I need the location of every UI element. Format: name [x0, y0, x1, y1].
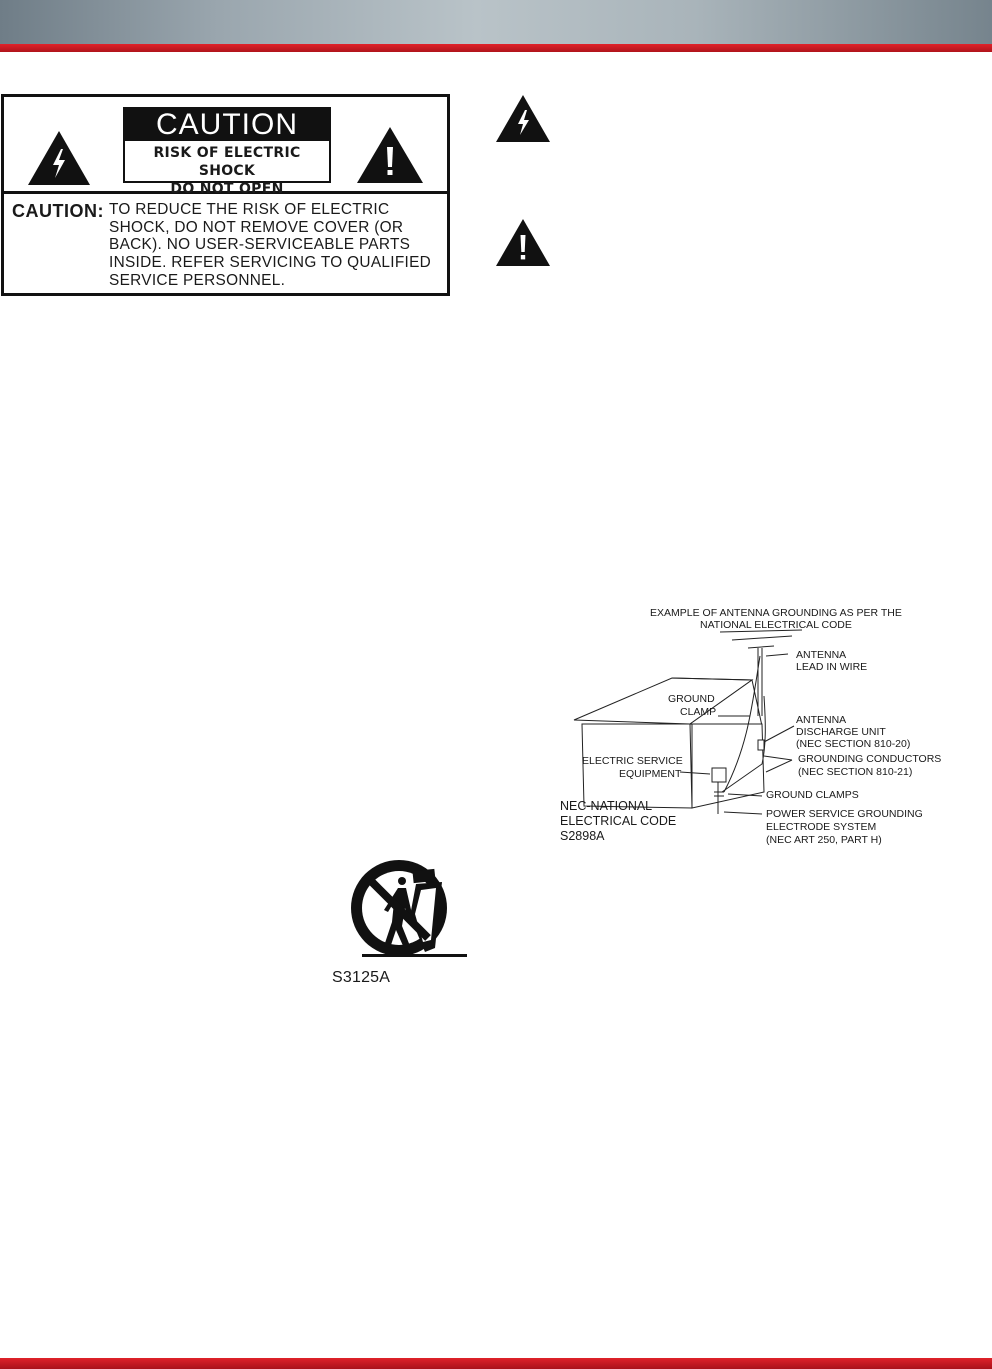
caution-body-line-4: INSIDE. REFER SERVICING TO QUALIFIED	[109, 254, 432, 272]
caution-subtitle-line-2: DO NOT OPEN	[170, 181, 284, 197]
antenna-lead-label-2: LEAD IN WIRE	[796, 661, 868, 673]
cart-warning-symbol	[332, 856, 472, 990]
antenna-lead-label-1: ANTENNA	[796, 649, 847, 661]
caution-body-line-1: TO REDUCE THE RISK OF ELECTRIC	[109, 201, 390, 218]
footer-red-stripe	[0, 1358, 992, 1369]
caution-subtitle	[125, 144, 329, 198]
power-service-label-2: ELECTRODE SYSTEM	[766, 821, 877, 833]
caution-body-line-3: BACK). NO USER-SERVICEABLE PARTS	[109, 236, 411, 254]
caution-subtitle-line-1: RISK OF ELECTRIC SHOCK	[153, 145, 301, 179]
antenna-grounding-diagram	[552, 596, 952, 856]
grounding-conductors-label-2: (NEC SECTION 810-21)	[798, 766, 913, 778]
cart-tip-over-warning-icon	[332, 856, 472, 968]
header-band	[0, 0, 992, 44]
nec-label-1: NEC-NATIONAL	[560, 799, 653, 813]
power-service-label-3: (NEC ART 250, PART H)	[766, 834, 882, 846]
header-red-stripe	[0, 44, 992, 52]
lightning-triangle-icon	[28, 131, 90, 185]
nec-label-3: S2898A	[560, 829, 605, 843]
nec-label-2: ELECTRICAL CODE	[560, 814, 677, 828]
discharge-label-3: (NEC SECTION 810-20)	[796, 738, 911, 750]
caution-header	[123, 107, 331, 197]
discharge-label-1: ANTENNA	[796, 714, 847, 726]
caution-label-text: CAUTION:	[12, 201, 104, 221]
caution-label-box	[1, 94, 450, 296]
grounding-conductors-label-1: GROUNDING CONDUCTORS	[798, 753, 942, 765]
exclamation-triangle-icon	[496, 219, 550, 266]
ground-clamp-label-2: CLAMP	[680, 706, 717, 718]
caution-body-line-5: SERVICE PERSONNEL.	[109, 271, 286, 289]
electric-service-label-1: ELECTRIC SERVICE	[582, 755, 683, 767]
caution-title: CAUTION	[125, 109, 329, 141]
caution-body-line-2: SHOCK, DO NOT REMOVE COVER (OR	[109, 218, 404, 236]
lightning-triangle-icon	[496, 95, 550, 142]
ground-clamp-label-1: GROUND	[668, 693, 715, 705]
diagram-title-line-2: NATIONAL ELECTRICAL CODE	[700, 619, 852, 631]
discharge-label-2: DISCHARGE UNIT	[796, 726, 886, 738]
diagram-title-line-1: EXAMPLE OF ANTENNA GROUNDING AS PER THE	[650, 607, 902, 619]
electric-service-label-2: EQUIPMENT	[619, 768, 682, 780]
ground-clamps-label: GROUND CLAMPS	[766, 789, 859, 801]
power-service-label-1: POWER SERVICE GROUNDING	[766, 808, 923, 820]
cart-symbol-code: S3125A	[332, 969, 391, 986]
exclamation-triangle-icon	[357, 127, 423, 183]
caution-body	[109, 201, 449, 290]
